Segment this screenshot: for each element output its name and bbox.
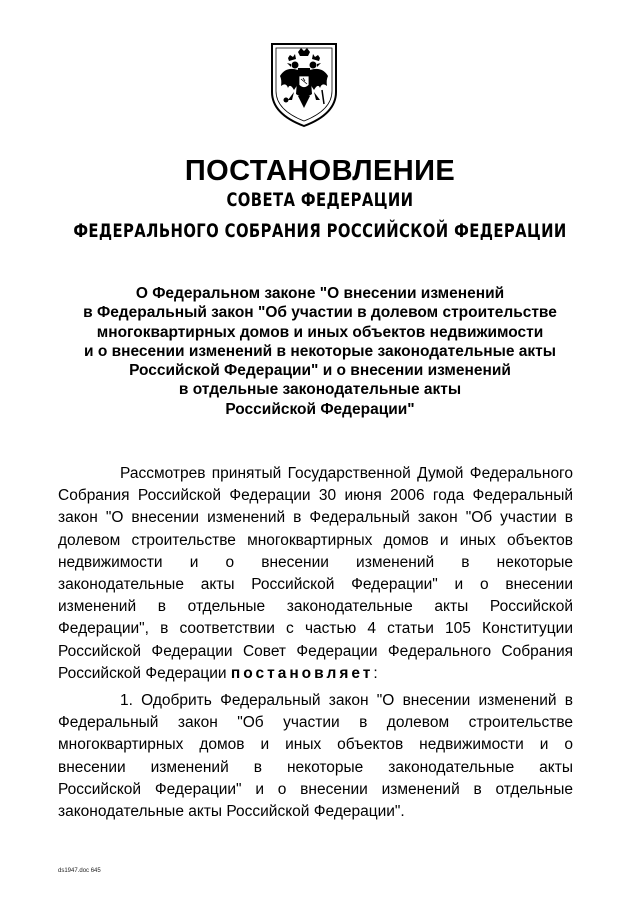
subject-line: Российской Федерации" и о внесении изменений xyxy=(129,362,511,380)
text-line: Рассмотрев принятый Государственной Думой Федерального xyxy=(120,465,573,482)
document-subject xyxy=(40,284,600,419)
text-fragment: Российской Федерации xyxy=(58,664,231,682)
resolution-item-1 xyxy=(58,690,573,823)
text-line: Федерации", в соответствии с частью 4 статьи 105 Конституции xyxy=(58,620,573,638)
subject-line: и о внесении изменений в некоторые законодательные акты xyxy=(83,342,556,360)
text-line: внесении изменений в некоторые законодательные акты xyxy=(58,758,573,776)
text-line: законодательные акты Российской Федерации". xyxy=(58,802,405,820)
text-line: многоквартирных домов и иных объектов недвижимости и о xyxy=(58,736,573,754)
issuer-line-1: СОВЕТА ФЕДЕРАЦИИ xyxy=(226,189,414,211)
text-line: изменений в отдельные законодательные акты Российской xyxy=(58,598,573,616)
text-line: недвижимости и о внесении изменений в некоторые xyxy=(58,553,573,571)
text-line: Российской Федерации" и о внесении изменений в отдельные xyxy=(58,780,573,798)
decision-word: постановляет xyxy=(230,664,374,682)
text-line: закон "О внесении изменений в Федеральный закон "Об участии в xyxy=(58,509,573,527)
text-line: законодательные акты Российской Федерации" и о внесении xyxy=(58,575,573,593)
text-line: Российской Федерации Совет Федерации Федерального Собрания xyxy=(58,642,573,660)
text-line: 1. Одобрить Федеральный закон "О внесении изменений в xyxy=(120,692,573,709)
document-title: ПОСТАНОВЛЕНИЕ xyxy=(184,155,456,187)
issuer-line-2: ФЕДЕРАЛЬНОГО СОБРАНИЯ РОССИЙСКОЙ ФЕДЕРАЦИИ xyxy=(73,220,567,242)
subject-line: в отдельные законодательные акты xyxy=(178,381,462,399)
russian-coat-of-arms-icon xyxy=(268,38,340,128)
subject-line: Российской Федерации" xyxy=(225,400,415,418)
preamble-paragraph xyxy=(58,463,573,685)
subject-line: в Федеральный закон "Об участии в долевом строительстве xyxy=(83,304,557,322)
text-line: Федеральный закон "Об участии в долевом строительстве xyxy=(58,714,573,732)
subject-line: О Федеральном законе "О внесении изменений xyxy=(135,285,505,302)
document-code: ds1947.doc 645 xyxy=(58,868,101,874)
text-line: долевом строительстве многоквартирных домов и иных объектов xyxy=(58,531,573,549)
text-fragment: : xyxy=(373,664,378,682)
subject-line: многоквартирных домов и иных объектов недвижимости xyxy=(96,323,544,341)
text-line: Собрания Российской Федерации 30 июня 2006 года Федеральный xyxy=(58,487,573,505)
text-line xyxy=(58,663,573,685)
